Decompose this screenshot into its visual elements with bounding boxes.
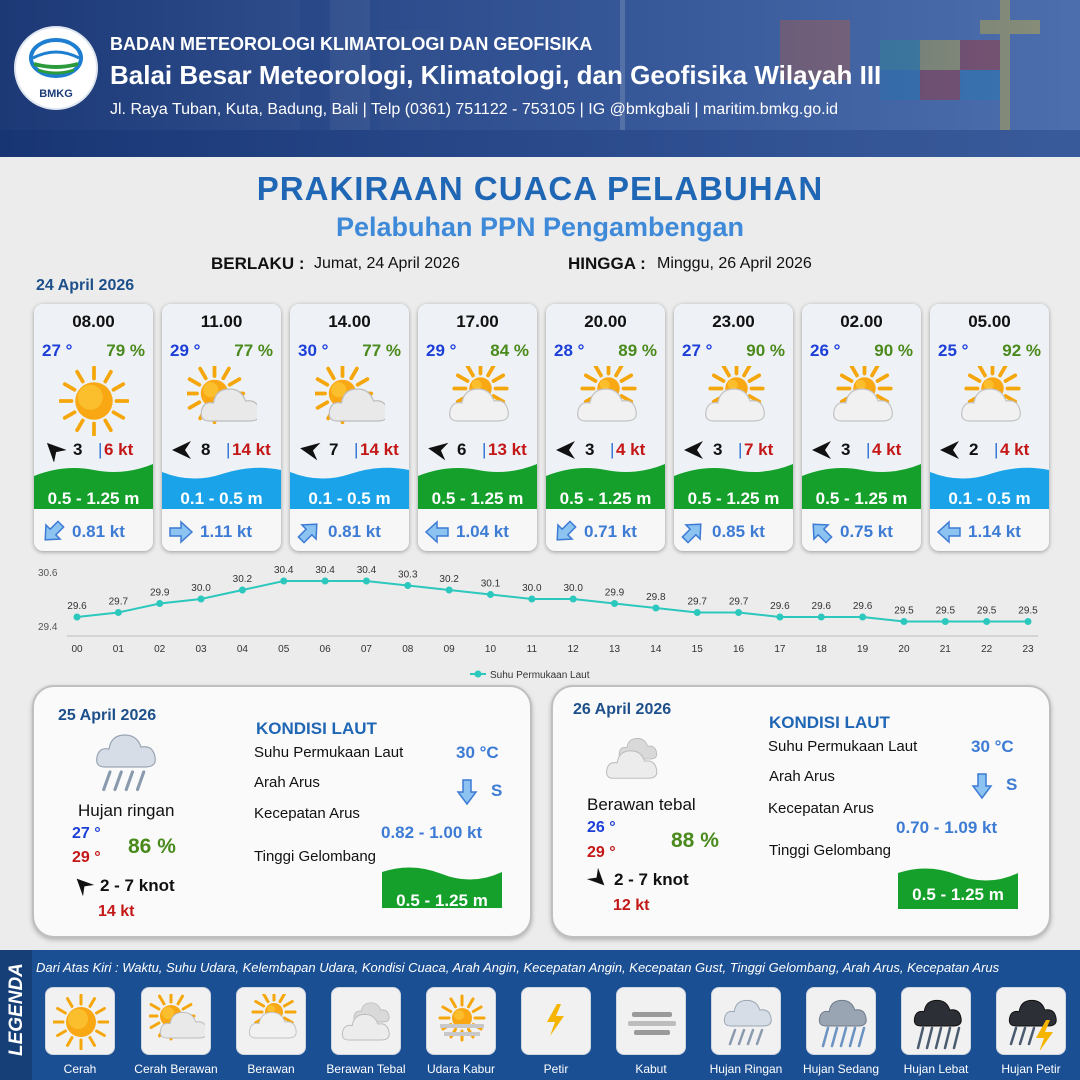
- forecast-temp: 30 °: [298, 341, 329, 360]
- sst-point: [156, 600, 163, 607]
- legend-item-label: Berawan Tebal: [326, 1062, 406, 1076]
- legend-item: [901, 987, 971, 1055]
- sst-data-label: 30.3: [398, 569, 418, 581]
- sst-point: [487, 591, 494, 598]
- forecast-time: 17.00: [456, 312, 499, 331]
- agency-name: BADAN METEOROLOGI KLIMATOLOGI DAN GEOFISIKA: [110, 34, 593, 54]
- current-speed: 1.14 kt: [968, 522, 1021, 541]
- forecast-humidity: 90 %: [874, 341, 913, 360]
- sst-data-label: 29.7: [728, 596, 749, 608]
- legend-item-label: Kabut: [635, 1062, 667, 1076]
- current-direction-icon: [971, 772, 993, 800]
- sst-data-label: 29.6: [811, 601, 831, 612]
- wave-height-label: Tinggi Gelombang: [769, 842, 892, 859]
- sst-point: [322, 578, 329, 585]
- sst-data-label: 30.1: [480, 578, 501, 590]
- current-speed: 0.75 kt: [840, 522, 893, 541]
- panel-condition: Hujan ringan: [78, 801, 175, 820]
- sst-data-label: 29.5: [976, 605, 997, 617]
- forecast-wind: [552, 438, 659, 462]
- current-speed: 0.81 kt: [328, 522, 381, 541]
- wind-separator: |: [610, 440, 615, 459]
- panel-date: 25 April 2026: [58, 707, 157, 724]
- cloudy-icon: [955, 366, 1025, 436]
- sst-value: 30 °C: [456, 743, 499, 762]
- y-tick-label: 29.4: [38, 622, 58, 633]
- partly-cloudy-icon: [315, 366, 385, 436]
- forecast-wind: [168, 438, 275, 462]
- panel-wind: 2 - 7 knot: [614, 870, 689, 889]
- bmkg-emblem-icon: [16, 28, 100, 88]
- legend-marker: [475, 671, 482, 678]
- forecast-time: 05.00: [968, 312, 1011, 331]
- panel-wave-value: 0.5 - 1.25 m: [912, 885, 1004, 904]
- logo-label: BMKG: [39, 88, 73, 100]
- x-tick-label: 03: [195, 644, 207, 655]
- panel-temp-min: 27 °: [72, 825, 101, 842]
- wind-separator: |: [226, 440, 231, 459]
- legend-item: [711, 987, 781, 1055]
- current-direction-icon: [936, 519, 962, 545]
- x-tick-label: 21: [939, 644, 951, 655]
- heavy-rain-icon: [909, 994, 965, 1050]
- wind-separator: |: [866, 440, 871, 459]
- sst-point: [818, 614, 825, 621]
- forecast-time: 23.00: [712, 312, 755, 331]
- panel-temp-max: 29 °: [587, 844, 616, 861]
- fog-icon: [624, 994, 680, 1050]
- forecast-card: [290, 304, 409, 551]
- current-info: [34, 514, 153, 551]
- wind-gust: 14 kt: [232, 440, 271, 459]
- wave-height-label: Tinggi Gelombang: [254, 848, 377, 865]
- legend-item-label: Hujan Lebat: [903, 1062, 969, 1076]
- legend-item: [331, 987, 401, 1055]
- wind-direction-icon: [938, 438, 962, 462]
- forecast-wind: [40, 438, 147, 462]
- wave-height: 0.5 - 1.25 m: [431, 489, 524, 508]
- wind-speed: 3: [713, 440, 723, 459]
- wind-gust: 4 kt: [872, 440, 902, 459]
- sst-point: [694, 609, 701, 616]
- legend-item-label: Hujan Petir: [1001, 1062, 1061, 1076]
- moderate-rain-icon: [814, 994, 870, 1050]
- light-rain-icon: [90, 727, 170, 797]
- forecast-time: 11.00: [200, 312, 243, 331]
- panel-condition: Berawan tebal: [587, 795, 696, 814]
- cloudy-icon: [699, 366, 769, 436]
- forecast-humidity: 90 %: [746, 341, 785, 360]
- x-tick-label: 04: [236, 644, 248, 655]
- x-tick-label: 02: [154, 644, 166, 655]
- sst-point: [983, 618, 990, 625]
- wind-speed: 3: [841, 440, 851, 459]
- x-tick-label: 22: [981, 644, 993, 655]
- current-direction-icon: [808, 519, 834, 545]
- legend-item: [521, 987, 591, 1055]
- forecast-wind: [680, 438, 787, 462]
- overcast-icon: [603, 729, 673, 789]
- legend-item: [996, 987, 1066, 1055]
- x-tick-label: 12: [567, 644, 579, 655]
- forecast-card: [546, 304, 665, 551]
- forecast-temp: 27 °: [42, 341, 73, 360]
- forecast-wind: [808, 438, 915, 462]
- legend-item-label: Petir: [543, 1062, 569, 1076]
- legend-item-label: Berawan: [247, 1062, 295, 1076]
- wave-height: 0.5 - 1.25 m: [815, 489, 908, 508]
- valid-to-label: HINGGA :: [568, 254, 646, 273]
- sst-point: [115, 609, 122, 616]
- sst-point: [198, 596, 205, 603]
- x-tick-label: 07: [360, 644, 372, 655]
- kondisi-laut-title: KONDISI LAUT: [769, 713, 890, 732]
- sst-data-label: 30.2: [232, 574, 253, 585]
- legend-item-label: Hujan Sedang: [802, 1062, 880, 1076]
- sst-data-label: 30.4: [356, 565, 377, 576]
- wind-direction-icon: [42, 438, 66, 462]
- legend-item-label: Hujan Ringan: [709, 1062, 783, 1076]
- sun-icon: [59, 366, 129, 436]
- sst-data-label: 30.2: [439, 574, 459, 585]
- wind-direction-icon: [170, 438, 194, 462]
- current-info: [418, 514, 537, 551]
- current-speed: 0.81 kt: [72, 522, 125, 541]
- sst-label: Suhu Permukaan Laut: [254, 744, 404, 761]
- forecast-card: [674, 304, 793, 551]
- wind-separator: |: [738, 440, 743, 459]
- wind-direction-icon: [298, 438, 322, 462]
- wave-height: 0.1 - 0.5 m: [948, 489, 1031, 508]
- cloudy-icon: [827, 366, 897, 436]
- overcast-icon: [339, 994, 395, 1050]
- sst-data-label: 29.8: [646, 592, 666, 603]
- current-speed: 1.04 kt: [456, 522, 509, 541]
- sst-point: [528, 596, 535, 603]
- panel-wave-value: 0.5 - 1.25 m: [396, 891, 488, 910]
- current-direction-icon: [680, 519, 706, 545]
- current-direction-icon: [168, 519, 194, 545]
- forecast-wind: [936, 438, 1043, 462]
- sst-data-label: 29.7: [108, 596, 129, 608]
- thunderstorm-icon: [1004, 994, 1060, 1050]
- wind-direction-icon: [587, 868, 609, 890]
- cloudy-icon: [443, 366, 513, 436]
- forecast-time: 02.00: [840, 312, 883, 331]
- current-speed-label: Kecepatan Arus: [768, 800, 874, 817]
- panel-wind: 2 - 7 knot: [100, 876, 175, 895]
- light-rain-icon: [719, 994, 775, 1050]
- legend: [0, 950, 1080, 1080]
- current-direction-value: S: [1006, 775, 1018, 794]
- legend-item: [236, 987, 306, 1055]
- forecast-humidity: 89 %: [618, 341, 657, 360]
- current-info: [930, 514, 1049, 551]
- wind-speed: 7: [329, 440, 339, 459]
- forecast-card: [34, 304, 153, 551]
- current-info: [162, 514, 281, 551]
- y-tick-label: 30.6: [38, 568, 58, 579]
- header-banner: [0, 0, 1080, 157]
- wind-speed: 6: [457, 440, 467, 459]
- sst-point: [859, 614, 866, 621]
- forecast-card: [802, 304, 921, 551]
- forecast-temp: 29 °: [426, 341, 457, 360]
- wind-gust: 13 kt: [488, 440, 527, 459]
- current-speed: 1.11 kt: [200, 522, 252, 541]
- wind-gust: 4 kt: [616, 440, 646, 459]
- x-tick-label: 15: [691, 644, 703, 655]
- wind-direction-icon: [554, 438, 578, 462]
- wind-direction-icon: [426, 438, 450, 462]
- sst-point: [1025, 618, 1032, 625]
- forecast-temp: 25 °: [938, 341, 969, 360]
- partly-cloudy-icon: [149, 994, 205, 1050]
- panel-temp-max: 29 °: [72, 849, 101, 866]
- sst-point: [652, 605, 659, 612]
- legend-item-label: Udara Kabur: [426, 1062, 496, 1076]
- current-speed-label: Kecepatan Arus: [254, 805, 360, 822]
- current-info: [802, 514, 921, 551]
- panel-gust: 14 kt: [98, 903, 135, 920]
- sst-point: [900, 618, 907, 625]
- sst-label: Suhu Permukaan Laut: [768, 738, 918, 755]
- current-info: [290, 514, 409, 551]
- legend-item: [45, 987, 115, 1055]
- x-tick-label: 06: [319, 644, 331, 655]
- forecast-humidity: 92 %: [1002, 341, 1041, 360]
- current-speed-value: 0.82 - 1.00 kt: [381, 823, 483, 842]
- forecast-humidity: 84 %: [490, 341, 529, 360]
- wind-separator: |: [98, 440, 103, 459]
- x-tick-label: 00: [71, 644, 83, 655]
- forecast-time: 14.00: [328, 312, 371, 331]
- wind-speed: 2: [969, 440, 979, 459]
- cloudy-icon: [571, 366, 641, 436]
- current-direction-value: S: [491, 781, 503, 800]
- wind-speed: 8: [201, 440, 211, 459]
- legend-item-label: Cerah: [63, 1062, 97, 1076]
- port-name: Pelabuhan PPN Pengambengan: [335, 212, 745, 242]
- legend-item: [426, 987, 496, 1055]
- day1-date: 24 April 2026: [36, 277, 135, 294]
- current-direction-icon: [40, 519, 66, 545]
- sst-data-label: 29.7: [687, 596, 707, 608]
- wave-height: 0.1 - 0.5 m: [180, 489, 263, 508]
- panel-date: 26 April 2026: [573, 701, 672, 718]
- wind-speed: 3: [73, 440, 83, 459]
- x-tick-label: 08: [402, 644, 414, 655]
- haze-icon: [434, 994, 490, 1050]
- forecast-humidity: 77 %: [234, 341, 273, 360]
- x-tick-label: 13: [608, 644, 621, 655]
- current-speed-value: 0.70 - 1.09 kt: [896, 818, 998, 837]
- sst-point: [942, 618, 949, 625]
- sst-data-label: 30.0: [522, 583, 542, 594]
- wave-height: 0.5 - 1.25 m: [47, 489, 140, 508]
- current-speed: 0.71 kt: [584, 522, 637, 541]
- legend-item: [806, 987, 876, 1055]
- sst-line-chart: [30, 560, 1050, 690]
- wind-direction-icon: [810, 438, 834, 462]
- office-name: Balai Besar Meteorologi, Klimatologi, dan Geofisika Wilayah III: [110, 60, 882, 90]
- forecast-temp: 29 °: [170, 341, 201, 360]
- sst-data-label: 29.6: [852, 601, 873, 612]
- forecast-card: [418, 304, 537, 551]
- legend-label: Suhu Permukaan Laut: [490, 670, 590, 681]
- legend-side-title: [0, 950, 32, 1080]
- wind-gust: 6 kt: [104, 440, 134, 459]
- wind-direction-icon: [682, 438, 706, 462]
- wind-gust: 14 kt: [360, 440, 399, 459]
- sst-value: 30 °C: [971, 737, 1014, 756]
- current-speed: 0.85 kt: [712, 522, 765, 541]
- sst-point: [363, 578, 370, 585]
- forecast-card: [930, 304, 1049, 551]
- sst-data-label: 30.0: [563, 583, 583, 594]
- sst-point: [239, 587, 246, 594]
- sst-point: [280, 578, 287, 585]
- day-panel-1: [32, 685, 532, 938]
- valid-from-label: BERLAKU :: [211, 254, 305, 273]
- forecast-wind: [424, 438, 531, 462]
- wave-height: 0.1 - 0.5 m: [308, 489, 391, 508]
- wind-gust: 4 kt: [1000, 440, 1030, 459]
- x-tick-label: 10: [484, 644, 497, 655]
- legend-item: [616, 987, 686, 1055]
- forecast-time: 20.00: [584, 312, 627, 331]
- sst-data-label: 29.5: [894, 605, 914, 617]
- bmkg-logo: [14, 26, 98, 110]
- cloudy-icon: [244, 994, 300, 1050]
- current-direction-label: Arah Arus: [254, 774, 320, 791]
- current-info: [546, 514, 665, 551]
- x-tick-label: 05: [278, 644, 290, 655]
- x-tick-label: 14: [650, 644, 662, 655]
- panel-humidity: 86 %: [128, 835, 176, 858]
- sst-data-label: 29.5: [1018, 605, 1038, 617]
- forecast-time: 08.00: [72, 312, 115, 331]
- panel-temp-min: 26 °: [587, 819, 616, 836]
- sst-data-label: 29.6: [67, 601, 87, 612]
- partly-cloudy-icon: [187, 366, 257, 436]
- sun-icon: [53, 994, 109, 1050]
- forecast-temp: 27 °: [682, 341, 713, 360]
- x-tick-label: 17: [774, 644, 786, 655]
- legend-item-label: Cerah Berawan: [134, 1062, 218, 1076]
- current-info: [674, 514, 793, 551]
- wind-speed: 3: [585, 440, 595, 459]
- sst-point: [611, 600, 618, 607]
- forecast-card: [162, 304, 281, 551]
- sst-data-label: 29.9: [149, 587, 170, 599]
- legend-title: LEGENDA: [6, 963, 27, 1056]
- x-tick-label: 23: [1022, 644, 1034, 655]
- sst-point: [404, 582, 411, 589]
- day-panel-2: [551, 685, 1051, 938]
- kondisi-laut-title: KONDISI LAUT: [256, 719, 377, 738]
- wind-separator: |: [354, 440, 359, 459]
- sst-point: [446, 587, 453, 594]
- forecast-humidity: 79 %: [106, 341, 145, 360]
- sst-data-label: 29.9: [604, 587, 625, 599]
- sst-point: [776, 614, 783, 621]
- x-tick-label: 11: [526, 644, 538, 655]
- legend-description: Dari Atas Kiri : Waktu, Suhu Udara, Kelembapan Udara, Kondisi Cuaca, Arah Angin, Kecepatan Angin, Kecepatan Gust, Tinggi Gelombang, Arah Arus, Kecepatan Arus: [36, 960, 1000, 975]
- sst-data-label: 29.6: [770, 601, 790, 612]
- sst-point: [74, 614, 81, 621]
- x-tick-label: 01: [112, 644, 124, 655]
- panel-gust: 12 kt: [613, 897, 650, 914]
- sst-data-label: 30.0: [191, 583, 211, 594]
- current-direction-icon: [296, 519, 322, 545]
- current-direction-label: Arah Arus: [769, 768, 835, 785]
- sst-data-label: 29.5: [935, 605, 956, 617]
- current-direction-icon: [424, 519, 450, 545]
- valid-from-value: Jumat, 24 April 2026: [314, 255, 460, 272]
- wind-gust: 7 kt: [744, 440, 774, 459]
- sst-data-label: 30.4: [274, 565, 294, 576]
- x-tick-label: 09: [443, 644, 455, 655]
- x-tick-label: 19: [857, 644, 869, 655]
- sst-point: [735, 609, 742, 616]
- sst-data-label: 30.4: [315, 565, 335, 576]
- forecast-temp: 28 °: [554, 341, 585, 360]
- panel-humidity: 88 %: [671, 829, 719, 852]
- x-tick-label: 20: [898, 644, 910, 655]
- current-direction-icon: [552, 519, 578, 545]
- contact-info: Jl. Raya Tuban, Kuta, Badung, Bali | Telp (0361) 751122 - 753105 | IG @bmkgbali | maritim.bmkg.go.id: [110, 101, 839, 118]
- page-title: PRAKIRAAN CUACA PELABUHAN: [256, 170, 824, 207]
- wind-separator: |: [994, 440, 999, 459]
- wave-height: 0.5 - 1.25 m: [559, 489, 652, 508]
- forecast-humidity: 77 %: [362, 341, 401, 360]
- current-direction-icon: [456, 778, 478, 806]
- x-tick-label: 18: [815, 644, 827, 655]
- forecast-temp: 26 °: [810, 341, 841, 360]
- wind-direction-icon: [72, 874, 94, 896]
- wave-height: 0.5 - 1.25 m: [687, 489, 780, 508]
- legend-item: [141, 987, 211, 1055]
- valid-to-value: Minggu, 26 April 2026: [657, 255, 812, 272]
- x-tick-label: 16: [733, 644, 745, 655]
- forecast-wind: [296, 438, 403, 462]
- lightning-icon: [529, 994, 585, 1050]
- sst-point: [570, 596, 577, 603]
- wind-separator: |: [482, 440, 487, 459]
